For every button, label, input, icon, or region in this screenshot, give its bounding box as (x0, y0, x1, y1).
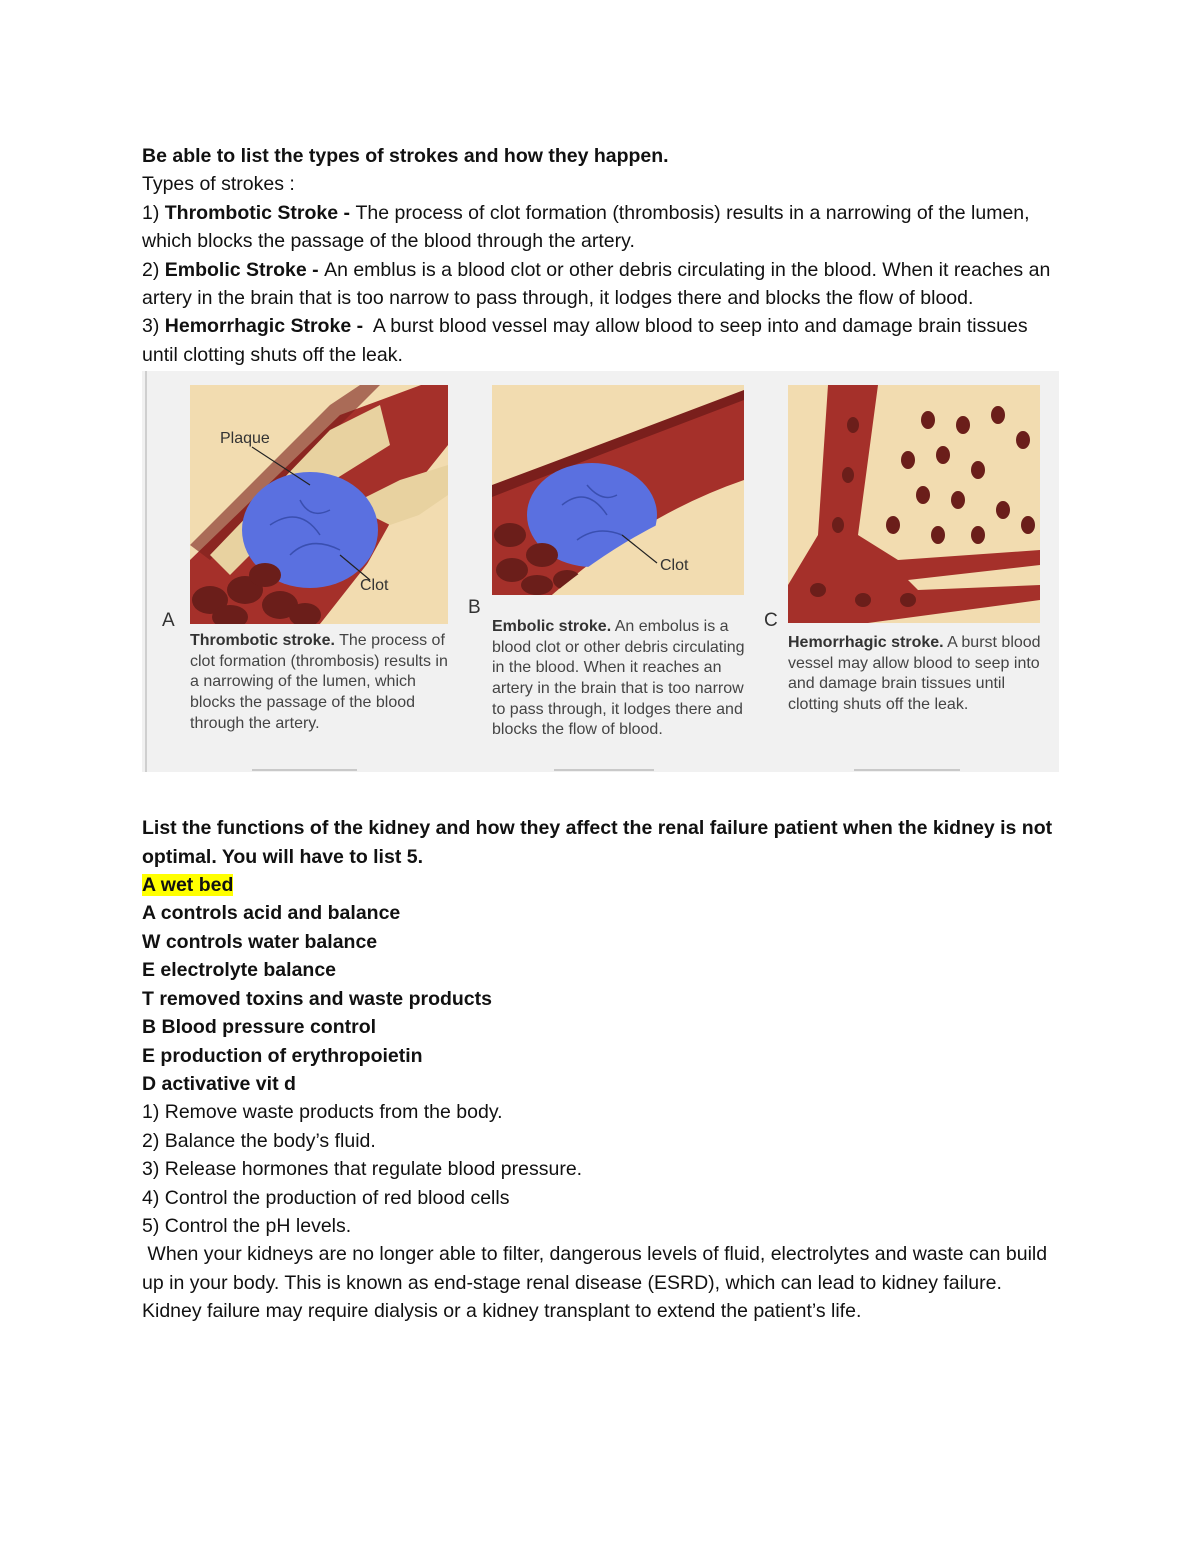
mnemonic-item: D activative vit d (142, 1072, 296, 1095)
panel-caption (190, 631, 460, 734)
plaque-label: Plaque (220, 430, 270, 448)
stroke-item-2 (142, 256, 1057, 313)
mnemonic-item: E production of erythropoietin (142, 1044, 423, 1067)
embolic-illustration (492, 385, 744, 595)
mnemonic-item: T removed toxins and waste products (142, 987, 492, 1010)
spacer (142, 772, 1057, 814)
stroke-heading: Be able to list the types of strokes and how they happen. (142, 145, 669, 167)
stroke-item-text: The process of clot formation (thrombosis) results in a narrowing of the lumen, which blocks the passage of the blood through the artery. (142, 201, 1035, 253)
clot-label: Clot (360, 577, 389, 595)
stroke-item-number: 3) (142, 315, 165, 338)
document-body (142, 142, 1057, 1326)
caption-title: Hemorrhagic stroke. (788, 634, 944, 652)
kidney-function: 1) Remove waste products from the body. (142, 1101, 503, 1124)
stroke-types-figure (142, 371, 1059, 772)
hemorrhagic-illustration (788, 385, 1040, 623)
kidney-function: 5) Control the pH levels. (142, 1214, 352, 1237)
stroke-item-title: Thrombotic Stroke - (164, 201, 356, 224)
thrombotic-illustration (190, 385, 448, 624)
mnemonic-item: A controls acid and balance (142, 902, 401, 925)
mnemonic-item: W controls water balance (142, 930, 378, 953)
panel-letter: B (468, 597, 481, 619)
kidney-heading: List the functions of the kidney and how they affect the renal failure patient when the kidney is not optimal. You will have to list 5. (142, 817, 1058, 868)
credit-line (554, 769, 654, 771)
credit-line (854, 769, 960, 771)
mnemonic-item: E electrolyte balance (142, 959, 337, 982)
caption-title: Thrombotic stroke. (190, 632, 335, 650)
stroke-item-text: A burst blood vessel may allow blood to seep into and damage brain tissues until clotting shuts off the leak. (142, 315, 1033, 366)
caption-text: A burst blood vessel may allow blood to seep into and damage brain tissues until clotting shuts off the leak. (788, 634, 1041, 714)
kidney-function: 4) Control the production of red blood cells (142, 1186, 510, 1209)
stroke-item-title: Hemorrhagic Stroke - (164, 315, 369, 338)
figure-panel-c (762, 371, 1059, 772)
credit-line (252, 769, 357, 771)
panel-caption (492, 617, 754, 741)
caption-text: The process of clot formation (thrombosis) results in a narrowing of the lumen, which blocks the passage of the blood through the artery. (190, 632, 448, 732)
figure-panel-a (142, 371, 462, 772)
mnemonic-item: B Blood pressure control (142, 1016, 377, 1039)
stroke-item-3 (142, 312, 1057, 369)
stroke-intro: Types of strokes : (142, 173, 295, 196)
stroke-item-title: Embolic Stroke - (164, 258, 325, 281)
stroke-item-number: 2) (142, 258, 165, 281)
figure-panel-b (462, 371, 762, 772)
caption-text: An embolus is a blood clot or other debris circulating in the blood. When it reaches an artery in the brain that is too narrow to pass through, it lodges there and blocks the flow of blood. (492, 618, 745, 739)
mnemonic-title (142, 871, 1057, 899)
panel-letter: C (764, 610, 778, 632)
kidney-conclusion: When your kidneys are no longer able to filter, dangerous levels of fluid, electrolytes and waste can build up in your body. This is known as end-stage renal disease (ESRD), which can lead to kidney failure. Kidney failure may require dialysis or a kidney transplant to extend the patient’s life. (142, 1243, 1053, 1323)
stroke-item-text: An emblus is a blood clot or other debris circulating in the blood. When it reaches an artery in the brain that is too narrow to pass through, it lodges there and blocks the flow of blood. (142, 258, 1056, 310)
caption-title: Embolic stroke. (492, 618, 612, 636)
stroke-item-1 (142, 199, 1057, 256)
kidney-function: 2) Balance the body’s fluid. (142, 1129, 376, 1152)
highlighted-text: A wet bed (142, 874, 234, 897)
stroke-item-number: 1) (142, 201, 165, 224)
panel-caption (788, 633, 1050, 715)
clot-label: Clot (660, 557, 689, 575)
kidney-function: 3) Release hormones that regulate blood pressure. (142, 1158, 583, 1181)
panel-letter: A (162, 610, 175, 632)
